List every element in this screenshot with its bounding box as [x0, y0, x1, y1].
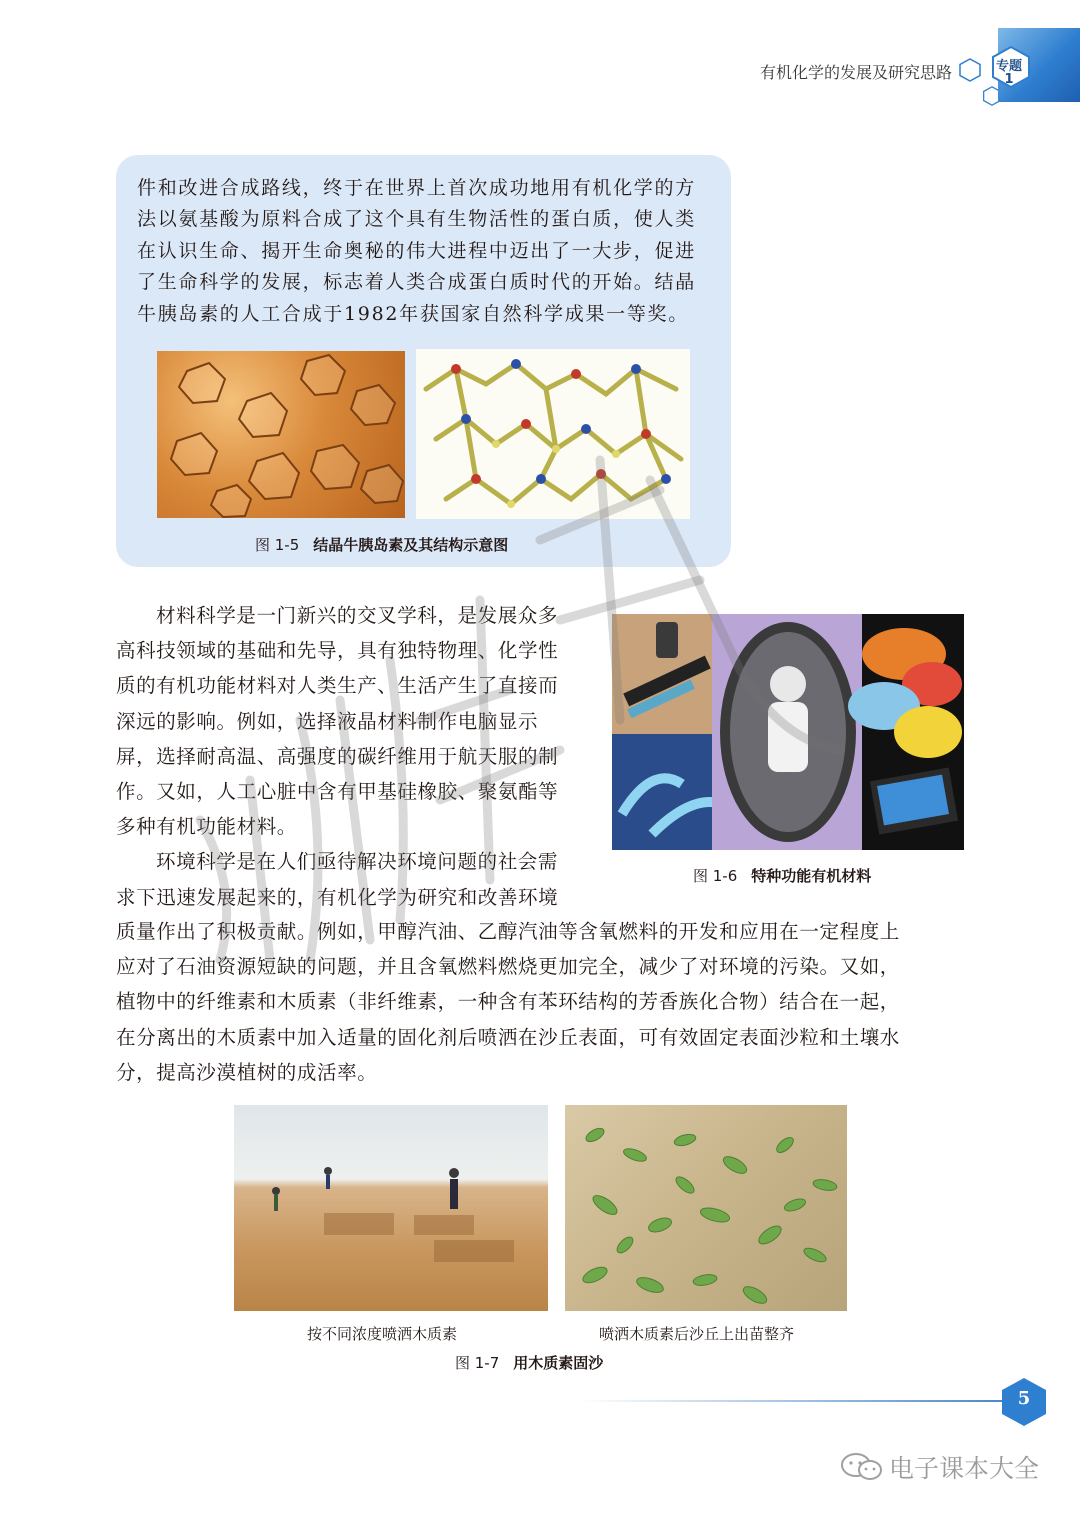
- figure-title: 结晶牛胰岛素及其结构示意图: [313, 536, 509, 554]
- materials-paragraph: [116, 598, 601, 915]
- wechat-account-label: 电子课本大全: [889, 1454, 1040, 1483]
- text-line: 高科技领域的基础和先导，具有独特物理、化学性: [116, 639, 559, 663]
- right-photo-caption: 喷洒木质素后沙丘上出苗整齐: [599, 1325, 795, 1343]
- figure-number: 图 1-7: [455, 1354, 500, 1372]
- text-line: 深远的影响。例如，选择液晶材料制作电脑显示: [116, 709, 539, 733]
- note-line: 了生命科学的发展，标志着人类合成蛋白质时代的开始。结晶: [137, 271, 696, 294]
- chapter-badge-number: 1: [1004, 72, 1014, 87]
- text-line: 应对了石油资源短缺的问题，并且含氧燃料燃烧更加完全，减少了对环境的污染。又如，: [116, 955, 900, 979]
- chapter-badge: [994, 60, 1024, 86]
- chapter-badge-label: 专题: [995, 59, 1022, 74]
- environment-paragraph: [116, 914, 976, 1090]
- figure-1-6-caption: [693, 865, 871, 886]
- figure-1-5-caption: [255, 534, 508, 555]
- seedlings-photo: [565, 1105, 847, 1311]
- text-line: 在分离出的木质素中加入适量的固化剂后喷洒在沙丘表面，可有效固定表面沙粒和土壤水: [116, 1025, 900, 1049]
- text-line: 多种有机功能材料。: [116, 815, 297, 839]
- figure-number: 图 1-5: [255, 536, 300, 554]
- sand-dune-scene-icon: [234, 1105, 548, 1311]
- note-line: 牛胰岛素的人工合成于1982年获国家自然科学成果一等奖。: [137, 302, 689, 325]
- text-line: 环境科学是在人们亟待解决环境问题的社会需: [156, 850, 559, 874]
- figure-1-7-caption: [455, 1352, 603, 1373]
- note-line: 件和改进合成路线，终于在世界上首次成功地用有机化学的方: [137, 177, 696, 199]
- hexagon-decoration-icon: [958, 58, 982, 82]
- page-footer-line: [580, 1400, 1010, 1402]
- text-line: 分，提高沙漠植树的成活率。: [116, 1060, 378, 1084]
- insulin-crystal-photo: [157, 351, 405, 518]
- crystal-shapes-icon: [157, 351, 405, 518]
- figure-title: 特种功能有机材料: [751, 867, 872, 885]
- insulin-structure-model: [416, 349, 690, 519]
- text-line: 作。又如，人工心脏中含有甲基硅橡胶、聚氨酯等: [116, 780, 559, 804]
- chapter-title: 有机化学的发展及研究思路: [759, 63, 952, 82]
- page-number: 5: [1017, 1388, 1031, 1409]
- functional-materials-collage: [612, 614, 964, 850]
- seedlings-icon: [565, 1105, 847, 1311]
- note-line: 在认识生命、揭开生命奥秘的伟大进程中迈出了一大步，促进: [137, 239, 696, 262]
- insulin-note-text: [137, 173, 712, 330]
- figure-title: 用木质素固沙: [513, 1354, 604, 1372]
- text-line: 材料科学是一门新兴的交叉学科，是发展众多: [156, 604, 559, 627]
- text-line: 质量作出了积极贡献。例如，甲醇汽油、乙醇汽油等含氧燃料的开发和应用在一定程度上: [116, 920, 900, 943]
- note-line: 法以氨基酸为原料合成了这个具有生物活性的蛋白质，使人类: [137, 208, 696, 231]
- wechat-logo-icon: [840, 1452, 884, 1482]
- materials-collage-icon: [612, 614, 964, 850]
- text-line: 求下迅速发展起来的，有机化学为研究和改善环境: [116, 885, 559, 909]
- left-photo-caption: 按不同浓度喷洒木质素: [307, 1325, 458, 1343]
- spraying-lignin-photo: [234, 1105, 548, 1311]
- figure-number: 图 1-6: [693, 867, 738, 885]
- text-line: 质的有机功能材料对人类生产、生活产生了直接而: [116, 674, 559, 698]
- text-line: 屏，选择耐高温、高强度的碳纤维用于航天服的制: [116, 744, 559, 768]
- text-line: 植物中的纤维素和木质素（非纤维素，一种含有苯环结构的芳香族化合物）结合在一起，: [116, 990, 900, 1014]
- molecular-model-icon: [416, 349, 690, 519]
